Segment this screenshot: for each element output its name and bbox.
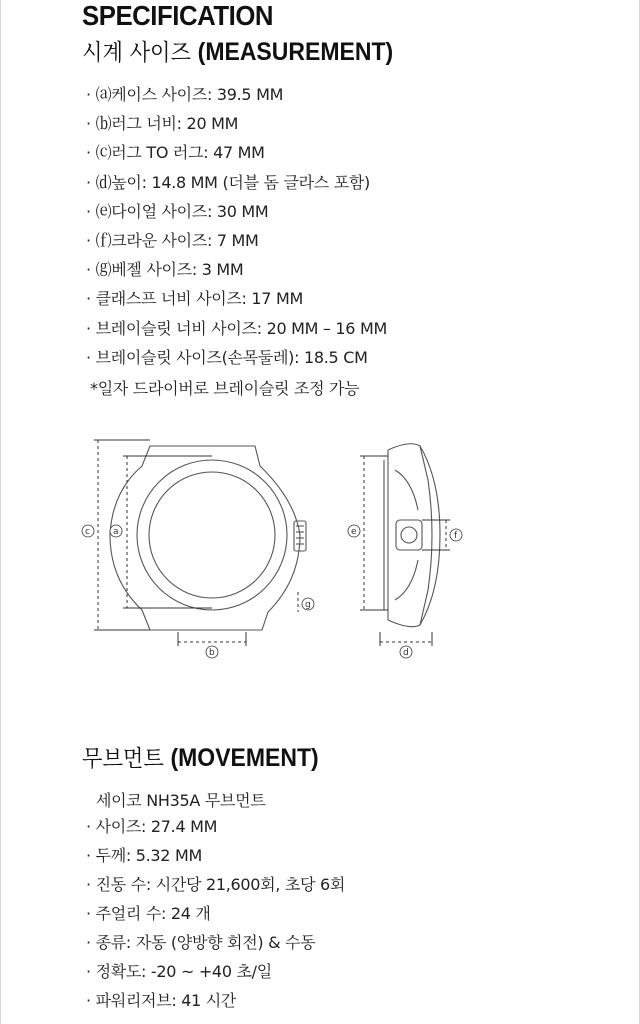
measurement-item-height: · ⒟높이: 14.8 MM (더블 돔 글라스 포함) (86, 172, 370, 192)
label-d: d (403, 648, 409, 658)
measurement-item-lug-to-lug: · ⒞러그 TO 러그: 47 MM (86, 143, 265, 163)
movement-heading-ko: 무브먼트 (82, 746, 164, 772)
watch-dimension-diagram (0, 420, 640, 670)
movement-item-accuracy: · 정확도: -20 ~ +40 초/일 (86, 962, 272, 981)
measurement-item-lug-width: · ⒝러그 너비: 20 MM (86, 114, 239, 134)
movement-item-power-reserve: · 파워리저브: 41 시간 (86, 991, 237, 1010)
movement-item-jewels: · 주얼리 수: 24 개 (86, 904, 211, 923)
label-b: b (209, 648, 215, 658)
label-g: g (305, 600, 311, 610)
label-f: f (454, 531, 458, 541)
label-a: a (113, 527, 119, 537)
measurement-item-bezel-size: · ⒢베젤 사이즈: 3 MM (86, 260, 244, 280)
measurement-heading-en: (MEASUREMENT) (197, 38, 394, 66)
movement-list (86, 816, 345, 1019)
measurement-heading (82, 34, 393, 67)
movement-heading (82, 740, 319, 773)
measurement-item-clasp-width: · 클래스프 너비 사이즈: 17 MM (86, 289, 303, 309)
bezel-outer-ring (137, 460, 287, 610)
measurement-item-crown-size: · ⒡크라운 사이즈: 7 MM (86, 230, 259, 250)
movement-subtitle: 세이코 NH35A 무브먼트 (96, 791, 266, 810)
side-view (384, 444, 440, 627)
measurement-item-case-size: · ⒜케이스 사이즈: 39.5 MM (86, 85, 284, 104)
measurement-item-bracelet-size: · 브레이슬릿 사이즈(손목둘레): 18.5 CM (86, 347, 368, 367)
bracelet-note: *일자 드라이버로 브레이슬릿 조정 가능 (90, 379, 360, 398)
bezel-inner-ring (149, 472, 275, 598)
measurement-item-dial-size: · ⒠다이얼 사이즈: 30 MM (86, 201, 269, 221)
measurement-item-bracelet-width: · 브레이슬릿 너비 사이즈: 20 MM – 16 MM (86, 318, 387, 338)
measurement-list (86, 84, 387, 376)
movement-item-frequency: · 진동 수: 시간당 21,600회, 초당 6회 (86, 875, 346, 894)
label-e: e (351, 527, 357, 537)
measurement-heading-ko: 시계 사이즈 (82, 40, 191, 66)
label-c: c (85, 527, 90, 537)
page-title: SPECIFICATION (82, 0, 274, 31)
movement-item-size: · 사이즈: 27.4 MM (86, 817, 218, 836)
case-outline (110, 446, 300, 630)
movement-item-thickness: · 두께: 5.32 MM (86, 846, 202, 865)
movement-heading-en: (MOVEMENT) (170, 744, 319, 772)
movement-item-type: · 종류: 자동 (양방향 회전) & 수동 (86, 933, 316, 952)
